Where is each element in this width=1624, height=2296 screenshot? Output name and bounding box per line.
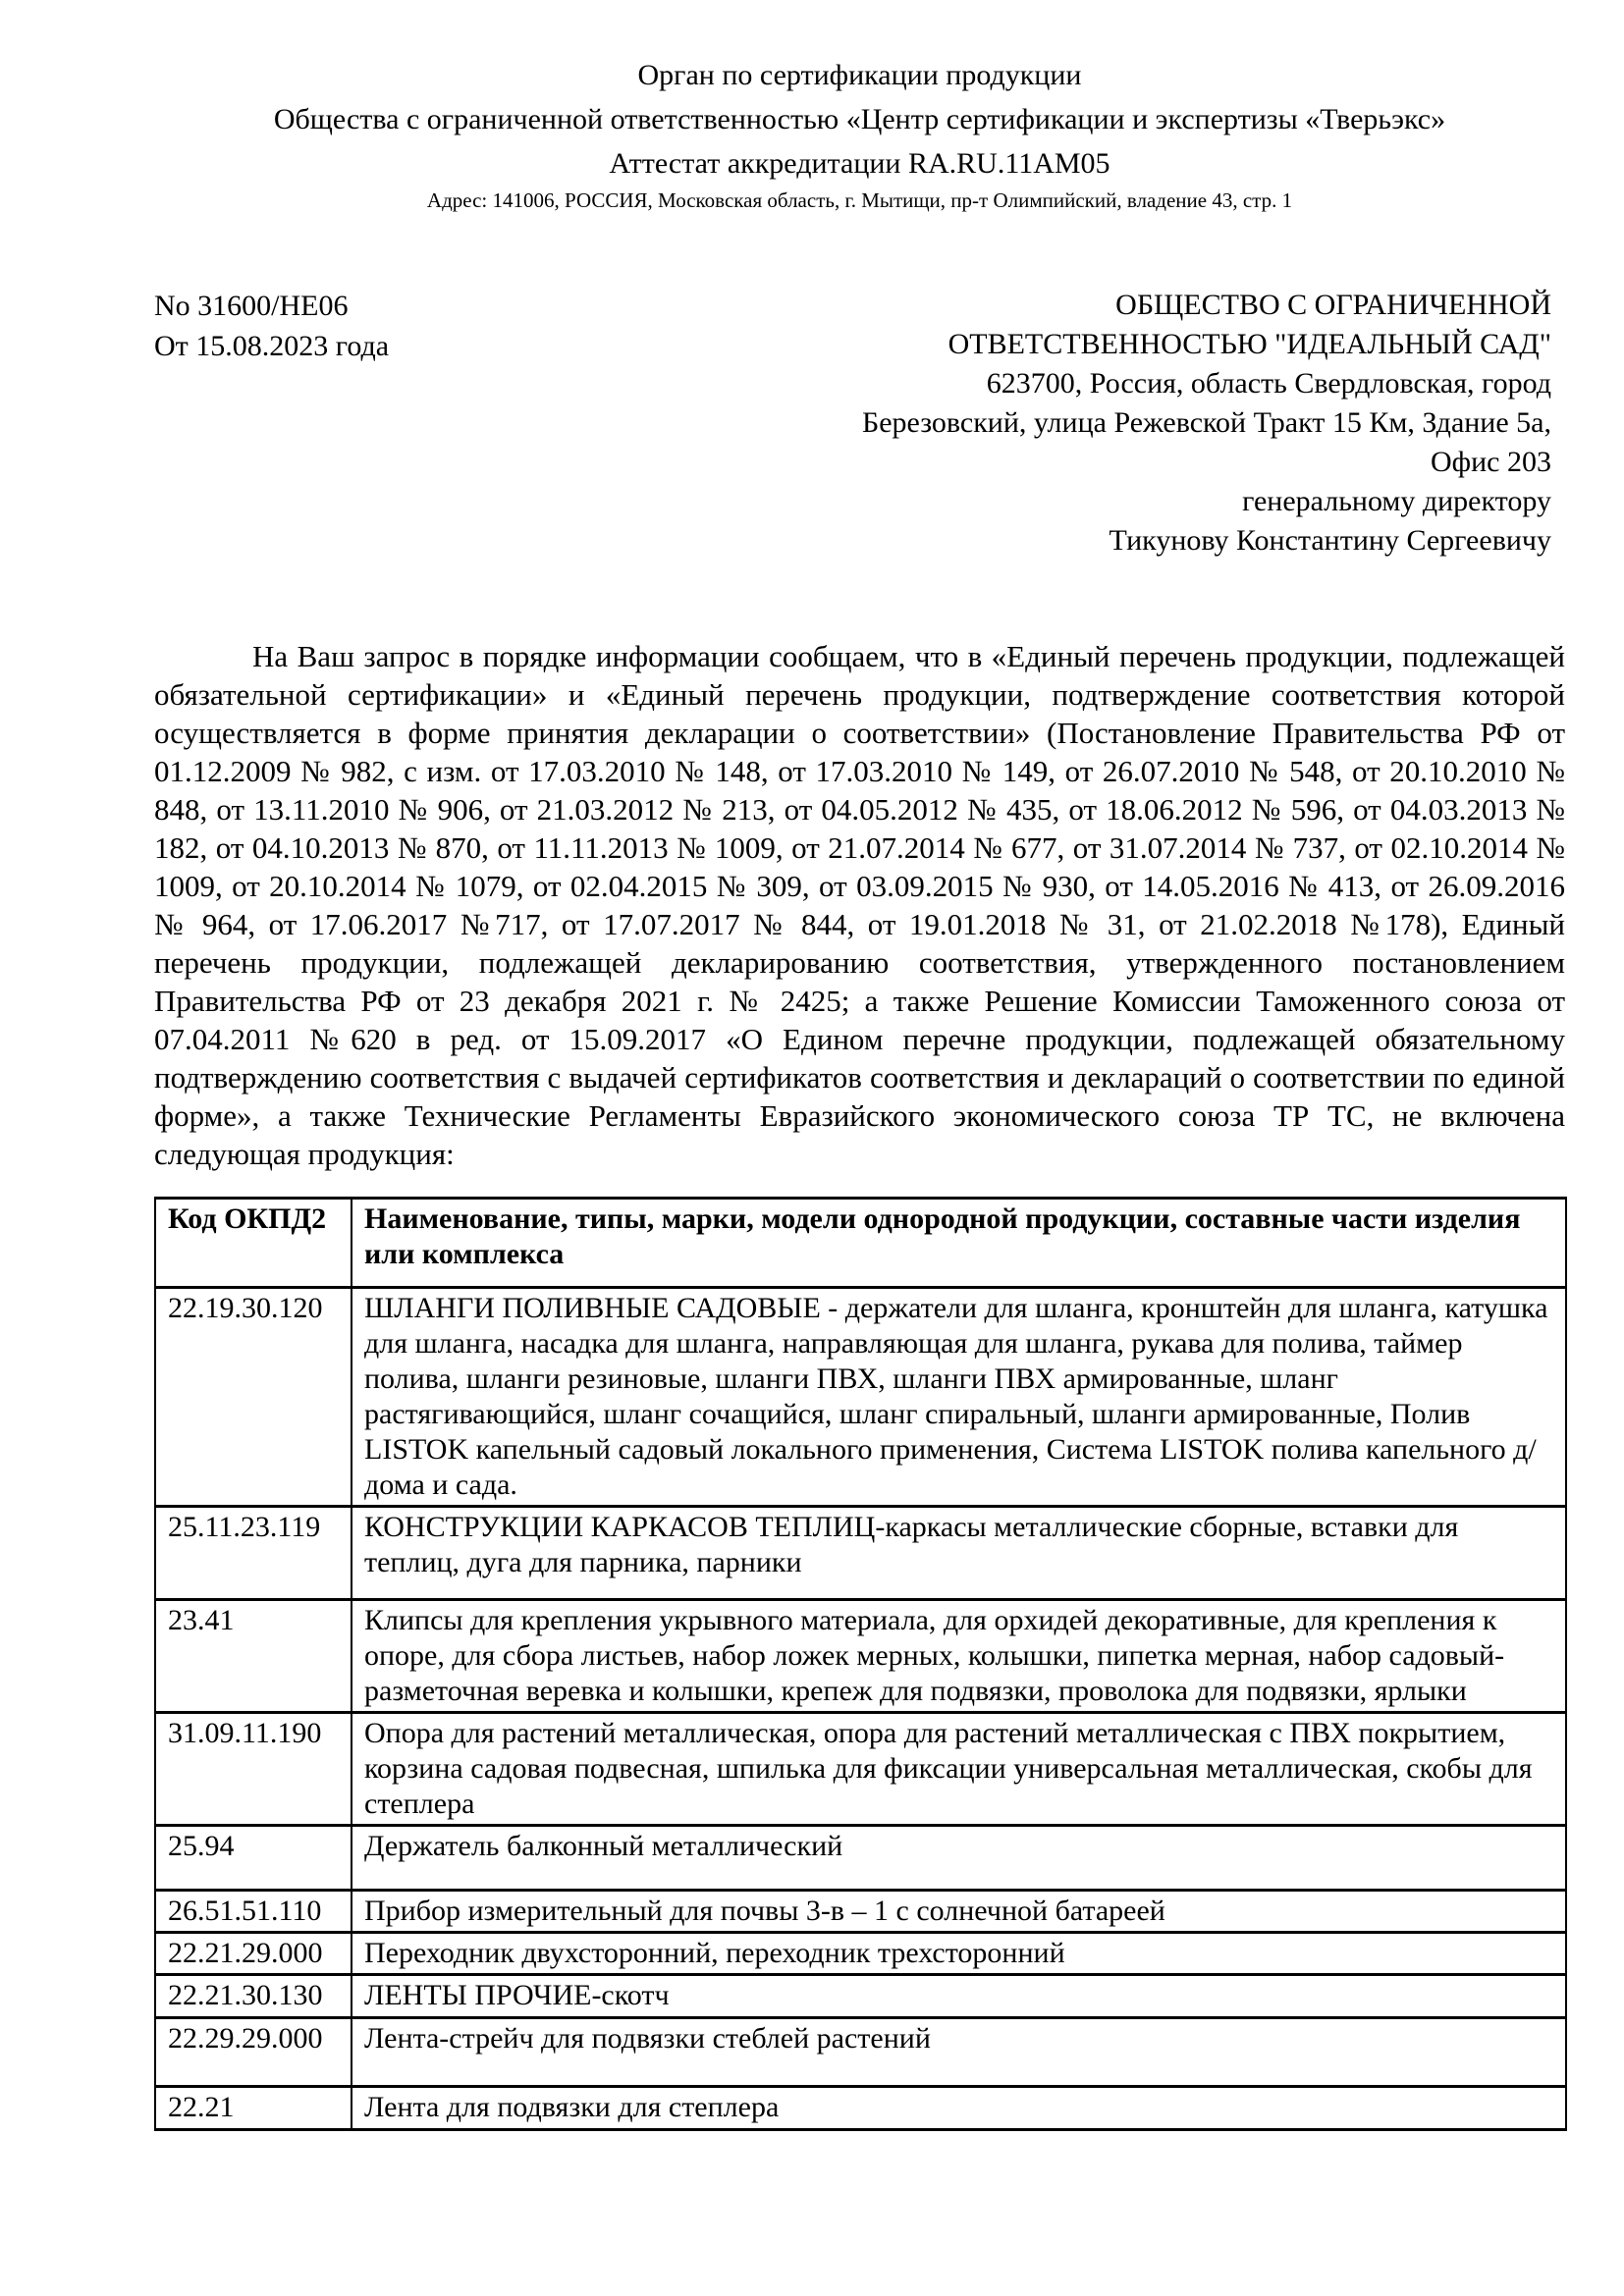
table-row: [155, 1975, 1566, 2018]
product-description: Прибор измерительный для почвы 3-в – 1 с солнечной батареей: [352, 1891, 1566, 1933]
okpd-code: 22.21.29.000: [155, 1933, 352, 1975]
table-row: [155, 2087, 1566, 2130]
okpd-code: 22.19.30.120: [155, 1288, 352, 1507]
recipient-block: [862, 286, 1565, 561]
okpd-product-table: [154, 1197, 1567, 2131]
table-row: [155, 1713, 1566, 1826]
letterhead-org-type: Орган по сертификации продукции: [637, 59, 1082, 91]
letter-date: От 15.08.2023 года: [154, 330, 390, 362]
letter-number: No 31600/НЕ06: [154, 290, 349, 322]
recipient-line: генеральному директору: [1242, 485, 1551, 517]
table-row: [155, 1288, 1566, 1507]
document-content: [154, 53, 1565, 2131]
table-header-row: [155, 1199, 1566, 1288]
okpd-code: 25.94: [155, 1826, 352, 1891]
letterhead-org-name: Общества с ограниченной ответственностью «Центр сертификации и экспертизы «Тверьэкс»: [273, 103, 1446, 135]
okpd-code: 31.09.11.190: [155, 1713, 352, 1826]
reference-block: [154, 286, 389, 366]
okpd-code: 22.21.30.130: [155, 1975, 352, 2018]
table-row: [155, 1507, 1566, 1600]
table-row: [155, 1933, 1566, 1975]
table-row: [155, 1826, 1566, 1891]
okpd-code: 23.41: [155, 1600, 352, 1713]
okpd-code: 26.51.51.110: [155, 1891, 352, 1933]
product-description: Держатель балконный металлический: [352, 1826, 1566, 1891]
letterhead-accreditation: Аттестат аккредитации RA.RU.11АМ05: [609, 147, 1110, 180]
recipient-line: Тикунову Константину Сергеевичу: [1109, 524, 1551, 557]
table-row: [155, 1891, 1566, 1933]
table-row: [155, 1600, 1566, 1713]
letterhead-address: Адрес: 141006, РОССИЯ, Московская область, г. Мытищи, пр-т Олимпийский, владение 43, стр. 1: [426, 188, 1293, 212]
recipient-line: ОТВЕТСТВЕННОСТЬЮ "ИДЕАЛЬНЫЙ САД": [947, 328, 1551, 360]
product-description: Опора для растений металлическая, опора для растений металлическая с ПВХ покрытием, корзина садовая подвесная, шпилька для фиксации универсальная металлическая, скобы для степлера: [352, 1713, 1566, 1826]
reference-recipient-row: [154, 286, 1565, 561]
product-description: Лента-стрейч для подвязки стеблей растений: [352, 2018, 1566, 2087]
letter-body-paragraph: На Ваш запрос в порядке информации сообщаем, что в «Единый перечень продукции, подлежащей обязательной сертификации» и «Единый перечень продукции, подтверждение соответствия которой осуществляется в форме принятия декларации о соответствии» (Постановление Правительства РФ от 01.12.2009 № 982, с изм. от 17.03.2010 № 148, от 17.03.2010 № 149, от 26.07.2010 № 548, от 20.10.2010 № 848, от 13.11.2010 № 906, от 21.03.2012 № 213, от 04.05.2012 № 435, от 18.06.2012 № 596, от 04.03.2013 № 182, от 04.10.2013 № 870, от 11.11.2013 № 1009, от 21.07.2014 № 677, от 31.07.2014 № 737, от 02.10.2014 № 1009, от 20.10.2014 № 1079, от 02.04.2015 № 309, от 03.09.2015 № 930, от 14.05.2016 № 413, от 26.09.2016 № 964, от 17.06.2017 №717, от 17.07.2017 № 844, от 19.01.2018 № 31, от 21.02.2018 №178), Единый перечень продукции, подлежащей декларированию соответствия, утвержденного постановлением Правительства РФ от 23 декабря 2021 г. № 2425; а также Решение Комиссии Таможенного союза от 07.04.2011 №620 в ред. от 15.09.2017 «О Едином перечне продукции, подлежащей обязательному подтверждению соответствия с выдачей сертификатов соответствия и деклараций о соответствии по единой форме», а также Технические Регламенты Евразийского экономического союза ТР ТС, не включена следующая продукция:: [154, 639, 1565, 1171]
letterhead: [154, 53, 1565, 215]
column-header-product-name: Наименование, типы, марки, модели однородной продукции, составные части изделия или комплекса: [352, 1199, 1566, 1288]
okpd-code: 22.21: [155, 2087, 352, 2130]
product-description: Лента для подвязки для степлера: [352, 2087, 1566, 2130]
okpd-code: 25.11.23.119: [155, 1507, 352, 1600]
column-header-okpd-code: Код ОКПД2: [155, 1199, 352, 1288]
recipient-line: 623700, Россия, область Свердловская, город: [986, 367, 1551, 400]
product-description: Переходник двухсторонний, переходник трехсторонний: [352, 1933, 1566, 1975]
recipient-line: Офис 203: [1431, 446, 1551, 478]
okpd-code: 22.29.29.000: [155, 2018, 352, 2087]
table-row: [155, 2018, 1566, 2087]
recipient-line: ОБЩЕСТВО С ОГРАНИЧЕННОЙ: [1115, 289, 1551, 321]
product-description: Клипсы для крепления укрывного материала, для орхидей декоративные, для крепления к опоре, для сбора листьев, набор ложек мерных, колышки, пипетка мерная, набор садовый-разметочная веревка и колышки, крепеж для подвязки, проволока для подвязки, ярлыки: [352, 1600, 1566, 1713]
product-description: ЛЕНТЫ ПРОЧИЕ-скотч: [352, 1975, 1566, 2018]
recipient-line: Березовский, улица Режевской Тракт 15 Км, Здание 5а,: [861, 406, 1551, 439]
product-description: ШЛАНГИ ПОЛИВНЫЕ САДОВЫЕ - держатели для шланга, кронштейн для шланга, катушка для шланга, насадка для шланга, направляющая для шланга, рукава для полива, таймер полива, шланги резиновые, шланги ПВХ, шланги ПВХ армированные, шланг растягивающийся, шланг сочащийся, шланг спиральный, шланги армированные, Полив LISTOK капельный садовый локального применения, Система LISTOK полива капельного д/дома и сада.: [352, 1288, 1566, 1507]
product-description: КОНСТРУКЦИИ КАРКАСОВ ТЕПЛИЦ-каркасы металлические сборные, вставки для теплиц, дуга для парника, парники: [352, 1507, 1566, 1600]
